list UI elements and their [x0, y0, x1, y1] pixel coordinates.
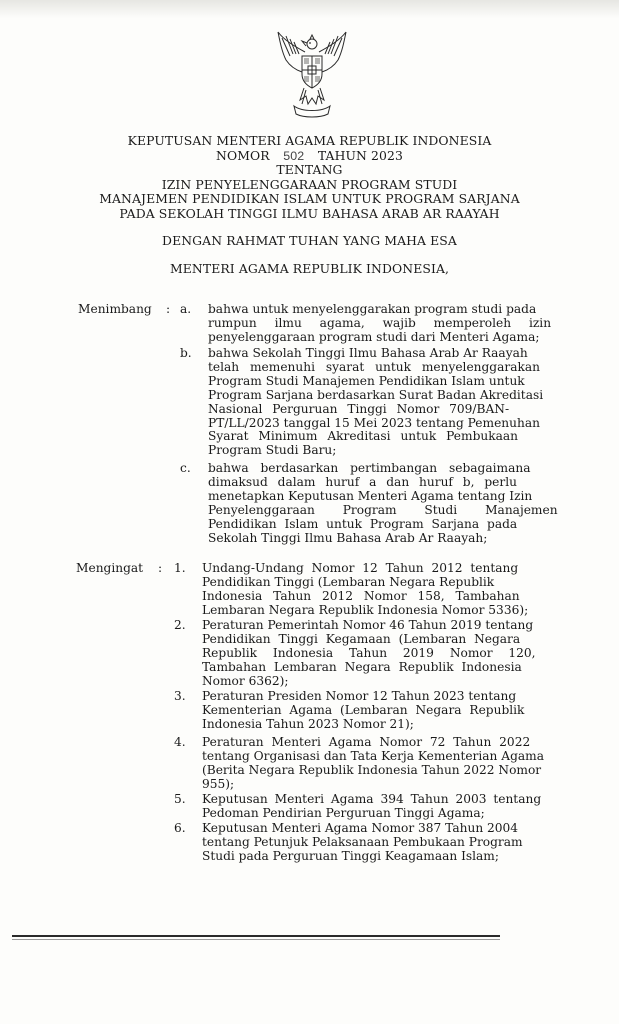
nomor-value: 502: [283, 148, 305, 163]
text-line: telah memenuhi syarat untuk menyelenggarakan: [208, 359, 540, 374]
menteri-text: MENTERI AGAMA REPUBLIK INDONESIA,: [169, 261, 450, 276]
scan-edge: [0, 0, 619, 18]
rahmat-line: [0, 234, 619, 249]
text-line: Keputusan Menteri Agama Nomor 387 Tahun 2004: [202, 821, 519, 835]
item-text: [202, 690, 537, 732]
item-text: [208, 461, 558, 545]
text-line: Keputusan Menteri Agama 394 Tahun 2003 tentang: [202, 792, 542, 806]
text-line: Pendidikan Tinggi Kegamaan (Lembaran Negara: [202, 631, 521, 646]
text-line: penyelenggaraan program studi dari Menteri Agama;: [208, 329, 540, 344]
item-marker: 4.: [174, 735, 186, 749]
text-line: Penyelenggaraan Program Studi Manajemen: [208, 502, 558, 517]
item-text: [202, 619, 537, 689]
text-line: PT/LL/2023 tanggal 15 Mei 2023 tentang Pemenuhan: [208, 415, 540, 430]
text-line: Pendidikan Islam untuk Program Sarjana pada: [208, 516, 518, 531]
mengingat-colon: :: [158, 561, 163, 575]
decree-title: KEPUTUSAN MENTERI AGAMA REPUBLIK INDONESIA: [127, 133, 492, 148]
item-text: [208, 347, 543, 458]
tentang-label: TENTANG: [276, 162, 343, 177]
text-line: 955);: [202, 776, 235, 791]
text-line: menetapkan Keputusan Menteri Agama tentang Izin: [208, 488, 533, 503]
text-line: (Berita Negara Republik Indonesia Tahun 2022 Nomor: [202, 762, 542, 777]
subject-line-3: PADA SEKOLAH TINGGI ILMU BAHASA ARAB AR RAAYAH: [119, 205, 500, 221]
text-line: Program Sarjana berdasarkan Surat Badan Akreditasi: [208, 387, 544, 402]
rahmat-text: DENGAN RAHMAT TUHAN YANG MAHA ESA: [162, 233, 457, 248]
text-line: Kementerian Agama (Lembaran Negara Republik: [202, 702, 525, 717]
item-marker: 6.: [174, 821, 186, 835]
subject-line-2: MANAJEMEN PENDIDIKAN ISLAM UNTUK PROGRAM SARJANA: [99, 191, 520, 206]
nomor-label: NOMOR: [216, 147, 270, 163]
tahun-label: TAHUN 2023: [317, 147, 403, 163]
text-line: tentang Petunjuk Pelaksanaan Pembukaan Program: [202, 834, 523, 849]
text-line: Indonesia Tahun 2023 Nomor 21);: [202, 716, 414, 731]
item-text: [202, 562, 537, 618]
text-line: Program Studi Baru;: [208, 443, 337, 458]
item-marker: b.: [180, 346, 192, 360]
text-line: Syarat Minimum Akreditasi untuk Pembukaan: [208, 429, 518, 444]
text-line: Peraturan Presiden Nomor 12 Tahun 2023 tentang: [202, 689, 517, 703]
text-line: Program Studi Manajemen Pendidikan Islam untuk: [208, 373, 525, 388]
item-marker: 1.: [174, 561, 186, 575]
item-marker: c.: [180, 461, 191, 475]
item-marker: a.: [180, 302, 192, 316]
text-line: Lembaran Negara Republik Indonesia Nomor 5336);: [202, 602, 529, 617]
text-line: rumpun ilmu agama, wajib memperoleh izin: [208, 315, 552, 330]
menimbang-section: [0, 303, 619, 553]
item-marker: 2.: [174, 618, 186, 632]
item-marker: 3.: [174, 689, 186, 703]
page-bottom-rule: [12, 935, 500, 937]
text-line: Nomor 6362);: [202, 673, 289, 688]
text-line: bahwa untuk menyelenggarakan program studi pada: [208, 302, 537, 316]
menimbang-label: Menimbang: [78, 302, 152, 316]
text-line: Peraturan Pemerintah Nomor 46 Tahun 2019 tentang: [202, 618, 534, 632]
mengingat-section: [0, 562, 619, 892]
text-line: Tambahan Lembaran Negara Republik Indonesia: [202, 659, 522, 674]
text-line: bahwa Sekolah Tinggi Ilmu Bahasa Arab Ar Raayah: [208, 346, 528, 360]
subject-line-1: IZIN PENYELENGGARAAN PROGRAM STUDI: [161, 176, 458, 192]
text-line: bahwa berdasarkan pertimbangan sebagaimana: [208, 461, 531, 475]
text-line: Indonesia Tahun 2012 Nomor 158, Tambahan: [202, 588, 520, 603]
item-marker: 5.: [174, 792, 186, 806]
garuda-emblem-icon: [272, 30, 352, 120]
decree-number-line: [0, 149, 619, 164]
text-line: Sekolah Tinggi Ilmu Bahasa Arab Ar Raayah;: [208, 530, 488, 545]
text-line: Studi pada Perguruan Tinggi Keagamaan Islam;: [202, 848, 499, 863]
menimbang-colon: :: [166, 302, 171, 316]
page-bottom-rule-shadow: [12, 939, 500, 940]
text-line: Nasional Perguruan Tinggi Nomor 709/BAN-: [208, 401, 510, 416]
text-line: dimaksud dalam huruf a dan huruf b, perlu: [208, 474, 517, 489]
text-line: Republik Indonesia Tahun 2019 Nomor 120,: [202, 645, 536, 660]
item-text: [208, 302, 552, 345]
text-line: Pendidikan Tinggi (Lembaran Negara Republik: [202, 574, 495, 589]
menteri-line: [0, 262, 619, 277]
item-text: [202, 822, 537, 864]
document-header: [0, 134, 619, 221]
text-line: Peraturan Menteri Agama Nomor 72 Tahun 2022: [202, 735, 531, 749]
mengingat-label: Mengingat: [76, 561, 144, 575]
text-line: Undang-Undang Nomor 12 Tahun 2012 tentang: [202, 561, 519, 575]
text-line: Pedoman Pendirian Perguruan Tinggi Agama;: [202, 805, 485, 820]
item-text: [202, 735, 544, 792]
text-line: tentang Organisasi dan Tata Kerja Kementerian Agama: [202, 748, 544, 763]
item-text: [202, 792, 542, 821]
